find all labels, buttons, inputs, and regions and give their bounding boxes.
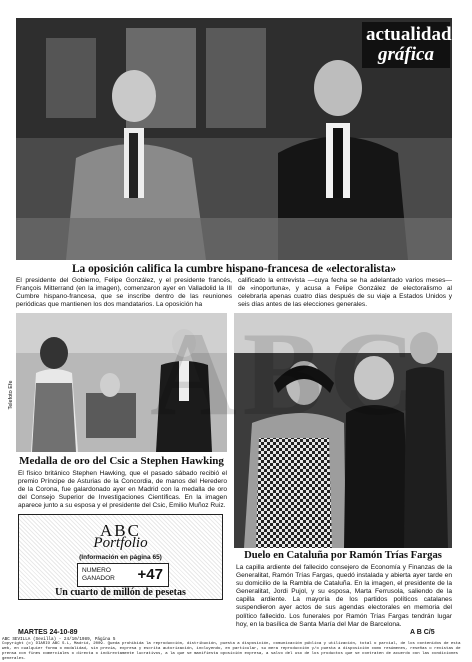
- story1-headline: La oposición califica la cumbre hispano-francesa de «electoralista»: [71, 263, 397, 275]
- story3-headline: Duelo en Cataluña por Ramón Trías Fargas: [244, 550, 442, 561]
- section-badge: [362, 22, 450, 68]
- section-badge-line2: gráfica: [378, 44, 434, 65]
- photo-credit: Telefoto Efe: [8, 380, 14, 410]
- footer-meta: ABC SEVILLA (Sevilla) - 24/10/1989, Página 5: [2, 637, 116, 642]
- story3-body: La capilla ardiente del fallecido consejero de Economía y Finanzas de la Generalitat, Ramón Trías Fargas, quedó instalada y abierta ayer tarde en su domicilio de la Rambla de Cataluña. En la imagen, el presidente de la Generalitat, Jordi Pujol, y su esposa, Marta Ferrusola, saliendo de la capilla ardiente. La mayoría de los partidos políticos catalanes suspendieron ayer actos de sus agendas electorales en memoria del político fallecido. Los funerales por Ramón Trías Fargas tendrán lugar hoy, en la basílica de Santa María del Mar de Barcelona.: [236, 564, 452, 628]
- story2-body: El físico británico Stephen Hawking, que el pasado sábado recibió el premio Príncipe de Asturias de la Concordia, de manos del Heredero de la Corona, fue galardonado ayer en Madrid con la medalla de oro del Consejo Superior de Investigaciones Científicas. En la imagen aparece junto a su esposa y el presidente del Csic, Emilio Muñoz Ruiz.: [18, 470, 227, 510]
- story2-headline: Medalla de oro del Csic a Stephen Hawking: [19, 455, 224, 467]
- footer-legal: Copyright (c) DIARIO ABC S.L, Madrid, 2009. Queda prohibida la reproducción, distribución, puesta a disposición, comunicación pública y utilización, total o parcial, de los contenidos de esta web, en cualquier forma o modalidad, sin previa, expresa y escrita autorización, incluyendo, en particular, su mera reproducción y/o puesta a disposición como resúmenes, reseñas o revistas de prensa con fines comerciales o directa o indirectamente lucrativos, a la que se manifiesta oposición expresa, a salvo del uso de los productos que se contraten de acuerdo con las condiciones generales.: [2, 642, 461, 661]
- portfolio-box: [18, 514, 223, 600]
- abc-watermark: ABC: [150, 307, 422, 440]
- footer-date: MARTES 24-10-89: [18, 629, 78, 636]
- story1-col2: calificado la entrevista —cuya fecha se ha adelantado varios meses— de «inoportuna», y acusa a Felipe González de electoralismo al celebrarla apenas cuatro días después de su viaje a Estados Unidos y seis días antes de las elecciones generales.: [238, 277, 452, 309]
- footer-page-code: A B C/5: [410, 629, 435, 636]
- winning-number-box: [77, 563, 169, 587]
- winning-number-label-2: GANADOR: [82, 575, 115, 582]
- portfolio-brand: ABC: [100, 521, 141, 540]
- story1-col1: El presidente del Gobierno, Felipe González, y el presidente francés, François Mitterrand (en la imagen), comenzaron ayer en Valladolid la III Cumbre hispano-francesa, que se inscribe dentro de las reuniones periódicas que mantienen los dos mandatarios. La oposición ha: [16, 277, 232, 309]
- portfolio-name: Portfolio: [93, 535, 148, 551]
- section-badge-line1: actualidad: [366, 24, 452, 45]
- winning-number-label-1: NUMERO: [82, 567, 111, 574]
- portfolio-prize: Un cuarto de millón de pesetas: [55, 587, 186, 598]
- portfolio-info: (Información en página 65): [79, 554, 162, 561]
- winning-number-value: +47: [137, 566, 163, 583]
